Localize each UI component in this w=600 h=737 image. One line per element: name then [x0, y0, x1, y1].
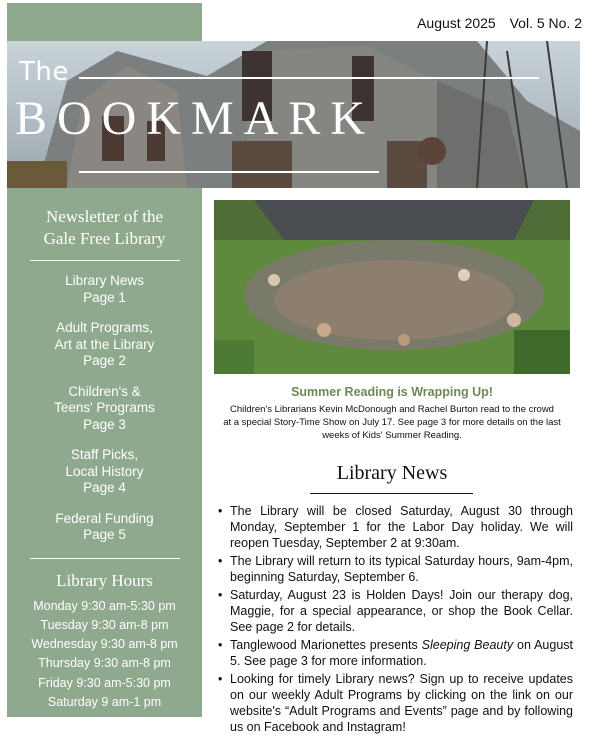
nav-item-label: Children's &	[68, 383, 141, 399]
issue-info	[407, 15, 582, 31]
hours-row: Thursday 9:30 am-8 pm	[38, 656, 171, 671]
masthead-accent-strip	[7, 3, 202, 41]
hours-row: Saturday 9 am-1 pm	[47, 694, 162, 709]
sidebar-title	[7, 206, 202, 250]
hours-list	[7, 597, 202, 713]
nav-item-label: Art at the Library	[54, 336, 155, 352]
issue-date: August 2025	[417, 15, 496, 31]
caption-line: weeks of Kids' Summer Reading.	[322, 430, 462, 441]
news-item: • Looking for timely Library news? Sign up to receive updates on our weekly Adult Programs by clicking on the link on our website's “Adult Programs and Events” page and by following us on Facebook and Instagram!	[214, 671, 573, 735]
story-time-photo	[214, 200, 570, 374]
news-item	[214, 637, 573, 669]
contact-label: Contact Us:	[78, 720, 131, 732]
banner-rule-top	[79, 77, 539, 79]
news-list	[214, 503, 573, 737]
hours-row: Wednesday 9:30 am-8 pm	[31, 637, 178, 652]
news-item-text: Tanglewood Marionettes presents	[230, 638, 422, 652]
hours-row: Tuesday 9:30 am-8 pm	[40, 617, 169, 632]
masthead-the: The	[19, 57, 69, 87]
nav-item-federal-funding[interactable]	[7, 511, 202, 544]
sidebar-divider	[30, 260, 180, 261]
nav-item-page: Page 3	[83, 416, 126, 432]
news-item: • The Library will be closed Saturday, August 30 through Monday, September 1 for the Labor Day holiday. We will reopen Tuesday, September 2 at 9:30am.	[214, 503, 573, 551]
hours-row: Monday 9:30 am-5:30 pm	[33, 598, 176, 613]
caption-line: Children's Librarians Kevin McDonough and Rachel Burton read to the crowd	[230, 404, 554, 415]
nav-item-page: Page 2	[83, 353, 126, 368]
nav-item-label: Local History	[65, 463, 144, 479]
nav-item-label: Adult Programs,	[56, 320, 153, 335]
news-item: • The Library will return to its typical Saturday hours, 9am-4pm, beginning Saturday, September 6.	[214, 553, 573, 585]
library-news-heading: Library News	[336, 462, 448, 484]
sidebar	[7, 188, 202, 732]
issue-volume: Vol. 5 No. 2	[509, 15, 582, 31]
nav-item-page: Page 1	[83, 289, 126, 305]
banner-rule-bottom	[79, 171, 379, 173]
nav-item-childrens-programs[interactable]	[7, 384, 202, 434]
nav-item-label: Teens' Programs	[54, 400, 155, 415]
nav-item-library-news[interactable]	[7, 273, 202, 306]
nav-item-staff-picks[interactable]	[7, 447, 202, 497]
contents-nav	[7, 273, 202, 544]
photo-caption	[214, 403, 570, 442]
nav-item-page: Page 4	[83, 480, 126, 495]
hours-title: Library Hours	[56, 570, 153, 590]
nav-item-page: Page 5	[83, 527, 126, 542]
news-item: • Saturday, August 23 is Holden Days! Join our therapy dog, Maggie, for a special appearance, or shop the Book Cellar. See page 2 for details.	[214, 587, 573, 635]
sidebar-title-line: Newsletter of the	[45, 207, 164, 226]
sidebar-divider	[30, 558, 180, 559]
hours-row: Friday 9:30 am-5:30 pm	[38, 675, 171, 690]
sidebar-title-line: Gale Free Library	[43, 229, 166, 248]
photo-caption-title: Summer Reading is Wrapping Up!	[291, 385, 493, 399]
masthead-title: BOOKMARK	[15, 92, 376, 145]
masthead-banner	[7, 41, 580, 188]
caption-line: at a special Story-Time Show on July 17. See page 3 for more details on the last	[223, 417, 561, 428]
nav-item-label: Library News	[65, 273, 144, 288]
library-news-rule	[310, 493, 473, 494]
nav-item-adult-programs[interactable]	[7, 320, 202, 370]
nav-item-label: Staff Picks,	[70, 447, 139, 462]
news-item-text: on August 5. See page 3 for more information.	[230, 638, 574, 668]
nav-item-label: Federal Funding	[55, 510, 154, 526]
news-item-title: Sleeping Beauty	[421, 638, 514, 652]
